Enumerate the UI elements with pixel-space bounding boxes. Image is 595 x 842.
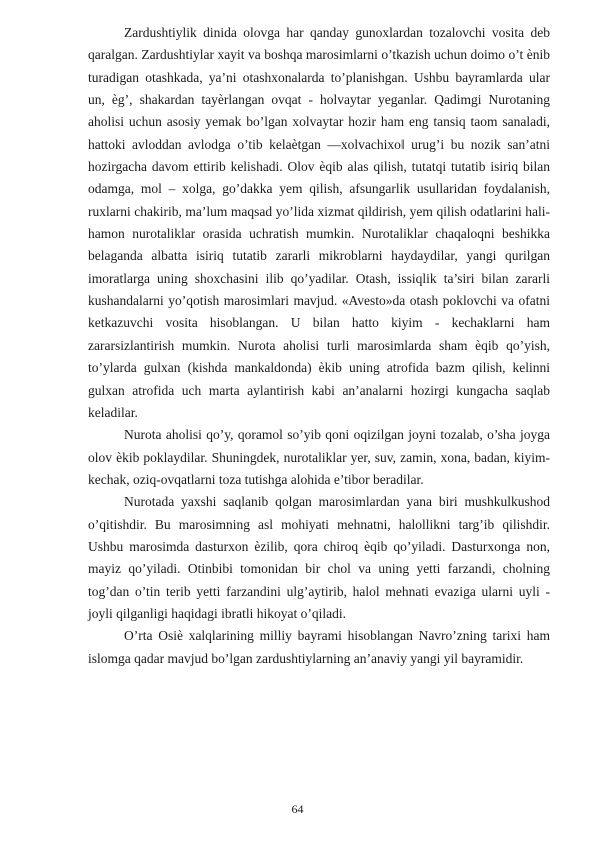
page-number: 64 bbox=[291, 802, 304, 816]
page-body bbox=[88, 22, 550, 670]
paragraph-navruz: O’rta Osiѐ xalqlarining milliy bayrami hisoblangan Navro’zning tarixi ham islomga qadar mavjud bo’lgan zardushtiylarning an’anaviy yangi yil bayramidir. bbox=[88, 628, 550, 666]
paragraph-mushkulkushod: Nurotada yaxshi saqlanib qolgan marosimlardan yana biri mushkulkushod o’qitishdir. Bu marosimning asl mohiyati mehnatni, halollikni targ’ib qilishdir. Ushbu marosimda dasturxon ѐzilib, qora chiroq ѐqib qo’yiladi. Dasturxonga non, mayiz qo’yiladi. Otinbibi tomonidan bir chol va uning yetti farzandi, cholning tog’dan o’tin terib yetti farzandini ulg’aytirib, halol mehnati evaziga ularni uyli - joyli qilganligi haqidagi ibratli hikoyat o’qiladi. bbox=[88, 494, 550, 621]
paragraph-livestock-purification: Nurota aholisi qo’y, qoramol so’yib qoni oqizilgan joyni tozalab, o’sha joyga olov ѐkib poklaydilar. Shuningdek, nurotaliklar yer, suv, zamin, xona, badan, kiyim-kechak, oziq-ovqatlarni toza tutishga alohida e’tibor beradilar. bbox=[88, 427, 550, 487]
paragraph-zoroastrian-fire: Zardushtiylik dinida olovga har qanday gunoxlardan tozalovchi vosita deb qaralgan. Zardushtiylar xayit va boshqa marosimlarni o’tkazish uchun doimo o’t ѐnib turadigan otashkada, ya’ni otashxonalarda to’planishgan. Ushbu bayramlarda ular un, ѐg’, shakardan tayѐrlangan ovqat - holvaytar yeganlar. Qadimgi Nurotaning aholisi uchun asosiy yemak bo’lgan xolvaytar hozir ham eng tansiq taom sanaladi, hattoki avloddan avlodga o’tib kelaѐtgan ―xolvachixo‖ urug’i bu nozik san’atni hozirgacha davom ettirib kelishadi. Olov ѐqib alas qilish, tutatqi tutatib isiriq bilan odamga, mol – xolga, go’dakka yem qilish, afsungarlik usullaridan foydalanish, ruxlarni chakirib, ma’lum maqsad yo’lida xizmat qildirish, yem qilish odatlarini hali-hamon nurotaliklar orasida uchratish mumkin. Nurotaliklar chaqaloqni beshikka belaganda albatta isiriq tutatib zararli mikroblarni haydaydilar, yangi qurilgan imoratlarga uning shoxchasini ilib qo’yadilar. Otash, issiqlik ta’siri bilan zararli kushandalarni yo’qotish marosimlari mavjud. «Avesto»da otash poklovchi va ofatni ketkazuvchi vosita hisoblangan. U bilan hatto kiyim - kechaklarni ham zararsizlantirish mumkin. Nurota aholisi turli marosimlarda sham ѐqib qo’yish, to’ylarda gulxan (kishda mankaldonda) ѐkib uning atrofida bazm qilish, kelinni gulxan atrofida uch marta aylantirish kabi an’analarni hozirgi kungacha saqlab keladilar. bbox=[88, 25, 550, 420]
